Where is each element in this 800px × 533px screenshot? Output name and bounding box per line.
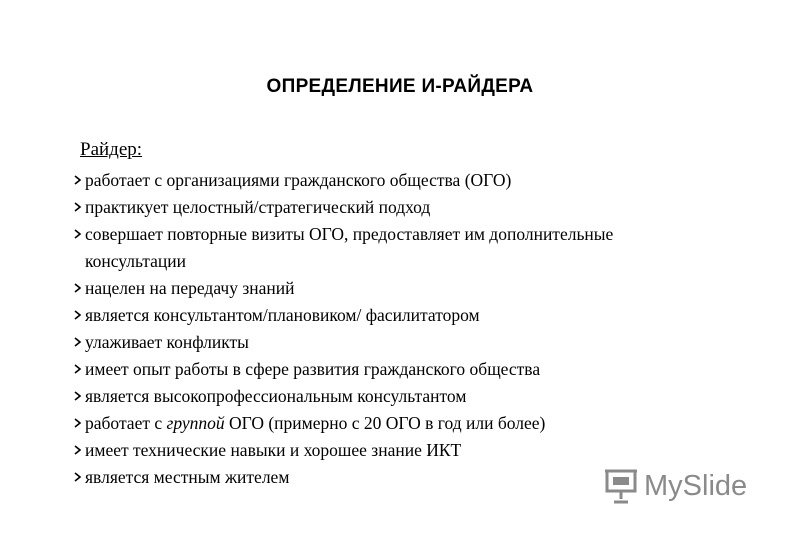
list-item: [74, 410, 774, 437]
page-title: ОПРЕДЕЛЕНИЕ И-РАЙДЕРА: [266, 76, 534, 97]
list-item: [74, 221, 774, 275]
list-item-text-after: ОГО (примерно с 20 ОГО в год или более): [224, 413, 546, 433]
presentation-stand-icon: [604, 468, 638, 504]
list-item: [74, 302, 774, 329]
arrow-bullet-icon: [74, 310, 82, 320]
watermark: [604, 466, 747, 506]
list-item-text-italic: группой: [166, 413, 225, 433]
list-item: [74, 329, 774, 356]
list-item-text: работает с организациями гражданского общества (ОГО): [85, 170, 512, 190]
list-item: [74, 356, 774, 383]
list-item-text: является высокопрофессиональным консультантом: [85, 386, 467, 406]
list-item-text: нацелен на передачу знаний: [85, 278, 295, 298]
arrow-bullet-icon: [74, 337, 82, 347]
list-item: [74, 275, 774, 302]
list-item: [74, 383, 774, 410]
definition-list: [74, 167, 774, 491]
list-item-text-line2: консультации: [85, 251, 187, 271]
arrow-bullet-icon: [74, 175, 82, 185]
list-item-text-before: работает с: [85, 413, 167, 433]
list-item-text: улаживает конфликты: [85, 332, 249, 352]
arrow-bullet-icon: [74, 391, 82, 401]
arrow-bullet-icon: [74, 229, 82, 239]
arrow-bullet-icon: [74, 364, 82, 374]
list-item-text: имеет технические навыки и хорошее знание ИКТ: [85, 440, 462, 460]
arrow-bullet-icon: [74, 472, 82, 482]
list-item-text-line1: совершает повторные визиты ОГО, предоставляет им дополнительные: [85, 224, 614, 244]
arrow-bullet-icon: [74, 283, 82, 293]
list-item: [74, 167, 774, 194]
arrow-bullet-icon: [74, 445, 82, 455]
list-item-text: является консультантом/плановиком/ фасилитатором: [85, 305, 480, 325]
list-item: [74, 194, 774, 221]
arrow-bullet-icon: [74, 202, 82, 212]
list-item-text: является местным жителем: [85, 467, 290, 487]
watermark-text: MySlide: [644, 469, 748, 502]
section-subtitle: Райдер:: [80, 139, 143, 160]
list-item-text: имеет опыт работы в сфере развития гражданского общества: [85, 359, 541, 379]
list-item-text: практикует целостный/стратегический подход: [85, 197, 431, 217]
arrow-bullet-icon: [74, 418, 82, 428]
list-item: [74, 437, 774, 464]
